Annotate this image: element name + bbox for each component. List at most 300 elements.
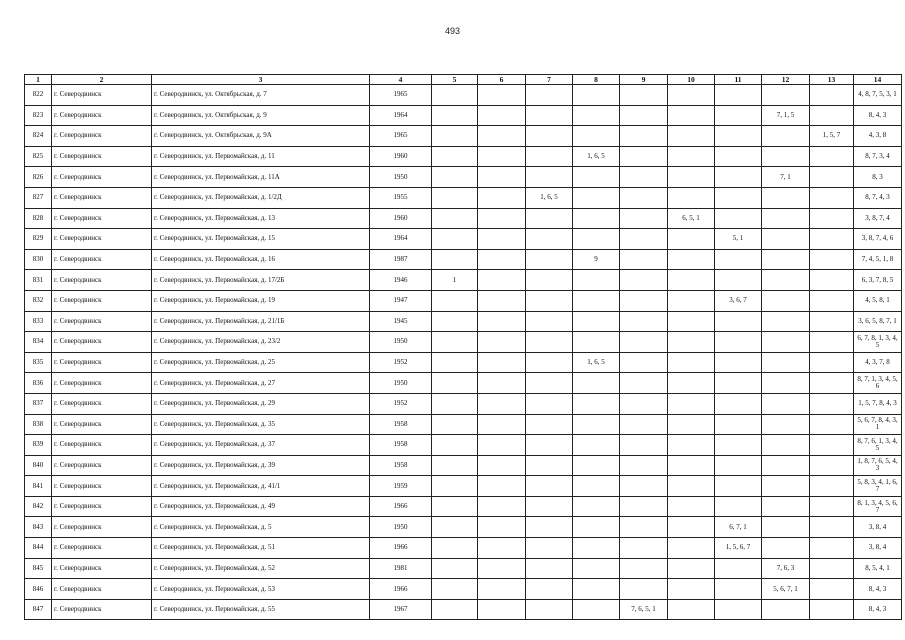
- col14-cell: 8, 4, 3: [854, 579, 902, 600]
- col13-cell: [810, 249, 854, 270]
- col12-cell: [762, 229, 810, 250]
- col7-cell: [526, 167, 573, 188]
- col6-cell: [478, 352, 526, 373]
- col11-cell: [715, 558, 762, 579]
- table-row: [25, 517, 902, 538]
- settlement-cell: г. Северодвинск: [52, 517, 152, 538]
- settlement-cell: г. Северодвинск: [52, 249, 152, 270]
- col11-cell: [715, 249, 762, 270]
- col6-cell: [478, 435, 526, 456]
- col11-cell: [715, 414, 762, 435]
- row-number: 838: [25, 414, 52, 435]
- col13-cell: [810, 538, 854, 559]
- col6-cell: [478, 579, 526, 600]
- table-row: [25, 311, 902, 332]
- column-header-3: 3: [152, 75, 370, 85]
- col5-cell: [432, 373, 478, 394]
- row-number: 844: [25, 538, 52, 559]
- col7-cell: [526, 311, 573, 332]
- col10-cell: [668, 167, 715, 188]
- year-cell: 1960: [370, 146, 432, 167]
- col6-cell: [478, 393, 526, 414]
- address-cell: г. Северодвинск, ул. Первомайская, д. 55: [152, 599, 370, 620]
- col13-cell: [810, 105, 854, 126]
- col8-cell: [573, 208, 620, 229]
- col9-cell: [620, 126, 668, 147]
- col9-cell: [620, 229, 668, 250]
- col11-cell: [715, 311, 762, 332]
- col14-cell: 8, 7, 3, 4: [854, 146, 902, 167]
- col11-cell: [715, 373, 762, 394]
- col8-cell: 1, 6, 5: [573, 146, 620, 167]
- col5-cell: [432, 290, 478, 311]
- col14-cell: 1, 5, 7, 8, 4, 3: [854, 393, 902, 414]
- col7-cell: [526, 558, 573, 579]
- col11-cell: [715, 476, 762, 497]
- col14-cell: 3, 8, 7, 4: [854, 208, 902, 229]
- col7-cell: [526, 414, 573, 435]
- column-header-13: 13: [810, 75, 854, 85]
- settlement-cell: г. Северодвинск: [52, 187, 152, 208]
- col11-cell: [715, 105, 762, 126]
- col12-cell: 7, 6, 3: [762, 558, 810, 579]
- col13-cell: [810, 579, 854, 600]
- col14-cell: 5, 8, 3, 4, 1, 6, 7: [854, 476, 902, 497]
- address-cell: г. Северодвинск, ул. Первомайская, д. 51: [152, 538, 370, 559]
- table-row: [25, 352, 902, 373]
- col11-cell: [715, 352, 762, 373]
- col7-cell: 1, 6, 5: [526, 187, 573, 208]
- column-header-4: 4: [370, 75, 432, 85]
- col7-cell: [526, 126, 573, 147]
- col9-cell: [620, 538, 668, 559]
- table-row: [25, 126, 902, 147]
- table-row: [25, 455, 902, 476]
- table-row: [25, 270, 902, 291]
- address-cell: г. Северодвинск, ул. Октябрьская, д. 9А: [152, 126, 370, 147]
- table-row: [25, 167, 902, 188]
- year-cell: 1950: [370, 373, 432, 394]
- address-cell: г. Северодвинск, ул. Первомайская, д. 19: [152, 290, 370, 311]
- col7-cell: [526, 517, 573, 538]
- address-cell: г. Северодвинск, ул. Первомайская, д. 29: [152, 393, 370, 414]
- col8-cell: [573, 599, 620, 620]
- col8-cell: [573, 393, 620, 414]
- col13-cell: [810, 311, 854, 332]
- col5-cell: [432, 208, 478, 229]
- col13-cell: [810, 352, 854, 373]
- column-header-6: 6: [478, 75, 526, 85]
- address-cell: г. Северодвинск, ул. Первомайская, д. 52: [152, 558, 370, 579]
- column-header-11: 11: [715, 75, 762, 85]
- col12-cell: [762, 538, 810, 559]
- header-row: [25, 75, 902, 85]
- table-row: [25, 414, 902, 435]
- row-number: 847: [25, 599, 52, 620]
- settlement-cell: г. Северодвинск: [52, 558, 152, 579]
- col10-cell: [668, 352, 715, 373]
- col6-cell: [478, 85, 526, 106]
- col10-cell: [668, 393, 715, 414]
- col12-cell: [762, 208, 810, 229]
- row-number: 833: [25, 311, 52, 332]
- address-cell: г. Северодвинск, ул. Первомайская, д. 49: [152, 496, 370, 517]
- col12-cell: [762, 476, 810, 497]
- col6-cell: [478, 105, 526, 126]
- row-number: 845: [25, 558, 52, 579]
- col8-cell: [573, 187, 620, 208]
- address-cell: г. Северодвинск, ул. Октябрьская, д. 7: [152, 85, 370, 106]
- col10-cell: [668, 435, 715, 456]
- col12-cell: [762, 455, 810, 476]
- col13-cell: [810, 146, 854, 167]
- col14-cell: 8, 7, 4, 3: [854, 187, 902, 208]
- row-number: 846: [25, 579, 52, 600]
- col9-cell: [620, 249, 668, 270]
- address-cell: г. Северодвинск, ул. Первомайская, д. 27: [152, 373, 370, 394]
- col12-cell: [762, 146, 810, 167]
- col13-cell: [810, 85, 854, 106]
- col12-cell: [762, 270, 810, 291]
- year-cell: 1945: [370, 311, 432, 332]
- col12-cell: [762, 249, 810, 270]
- col13-cell: [810, 393, 854, 414]
- col7-cell: [526, 579, 573, 600]
- table-row: [25, 558, 902, 579]
- col12-cell: [762, 393, 810, 414]
- col6-cell: [478, 270, 526, 291]
- col14-cell: 3, 8, 4: [854, 517, 902, 538]
- col7-cell: [526, 455, 573, 476]
- year-cell: 1952: [370, 393, 432, 414]
- col6-cell: [478, 229, 526, 250]
- col11-cell: [715, 599, 762, 620]
- col8-cell: [573, 270, 620, 291]
- address-cell: г. Северодвинск, ул. Первомайская, д. 17/2Б: [152, 270, 370, 291]
- year-cell: 1981: [370, 558, 432, 579]
- col8-cell: [573, 126, 620, 147]
- col6-cell: [478, 476, 526, 497]
- col14-cell: 3, 8, 4: [854, 538, 902, 559]
- settlement-cell: г. Северодвинск: [52, 167, 152, 188]
- col9-cell: 7, 6, 5, 1: [620, 599, 668, 620]
- col13-cell: [810, 558, 854, 579]
- column-header-7: 7: [526, 75, 573, 85]
- col5-cell: [432, 455, 478, 476]
- settlement-cell: г. Северодвинск: [52, 393, 152, 414]
- col14-cell: 1, 8, 7, 6, 5, 4, 3: [854, 455, 902, 476]
- col10-cell: [668, 599, 715, 620]
- col14-cell: 8, 1, 3, 4, 5, 6, 7: [854, 496, 902, 517]
- col9-cell: [620, 393, 668, 414]
- address-cell: г. Северодвинск, ул. Первомайская, д. 5: [152, 517, 370, 538]
- col13-cell: 1, 5, 7: [810, 126, 854, 147]
- col9-cell: [620, 517, 668, 538]
- col9-cell: [620, 85, 668, 106]
- col8-cell: [573, 558, 620, 579]
- year-cell: 1966: [370, 579, 432, 600]
- col6-cell: [478, 332, 526, 353]
- column-header-14: 14: [854, 75, 902, 85]
- row-number: 839: [25, 435, 52, 456]
- col6-cell: [478, 187, 526, 208]
- row-number: 843: [25, 517, 52, 538]
- col6-cell: [478, 455, 526, 476]
- col9-cell: [620, 455, 668, 476]
- address-cell: г. Северодвинск, ул. Первомайская, д. 21/1Б: [152, 311, 370, 332]
- col10-cell: [668, 290, 715, 311]
- col10-cell: [668, 146, 715, 167]
- col9-cell: [620, 270, 668, 291]
- settlement-cell: г. Северодвинск: [52, 435, 152, 456]
- column-header-10: 10: [668, 75, 715, 85]
- col5-cell: [432, 311, 478, 332]
- col6-cell: [478, 496, 526, 517]
- col5-cell: [432, 538, 478, 559]
- row-number: 842: [25, 496, 52, 517]
- col11-cell: 5, 1: [715, 229, 762, 250]
- col6-cell: [478, 414, 526, 435]
- address-cell: г. Северодвинск, ул. Первомайская, д. 39: [152, 455, 370, 476]
- year-cell: 1967: [370, 599, 432, 620]
- col10-cell: [668, 558, 715, 579]
- col5-cell: 1: [432, 270, 478, 291]
- table-row: [25, 393, 902, 414]
- settlement-cell: г. Северодвинск: [52, 476, 152, 497]
- col14-cell: 4, 8, 7, 5, 3, 1: [854, 85, 902, 106]
- col7-cell: [526, 435, 573, 456]
- address-cell: г. Северодвинск, ул. Первомайская, д. 16: [152, 249, 370, 270]
- col11-cell: [715, 393, 762, 414]
- col10-cell: [668, 270, 715, 291]
- column-header-12: 12: [762, 75, 810, 85]
- settlement-cell: г. Северодвинск: [52, 85, 152, 106]
- col8-cell: [573, 414, 620, 435]
- col10-cell: [668, 455, 715, 476]
- row-number: 829: [25, 229, 52, 250]
- col12-cell: 5, 6, 7, 1: [762, 579, 810, 600]
- col13-cell: [810, 476, 854, 497]
- col7-cell: [526, 105, 573, 126]
- col11-cell: [715, 146, 762, 167]
- settlement-cell: г. Северодвинск: [52, 105, 152, 126]
- col5-cell: [432, 249, 478, 270]
- col6-cell: [478, 249, 526, 270]
- col13-cell: [810, 599, 854, 620]
- year-cell: 1964: [370, 105, 432, 126]
- col8-cell: [573, 538, 620, 559]
- table-row: [25, 435, 902, 456]
- address-cell: г. Северодвинск, ул. Первомайская, д. 53: [152, 579, 370, 600]
- row-number: 840: [25, 455, 52, 476]
- col9-cell: [620, 187, 668, 208]
- col12-cell: [762, 85, 810, 106]
- col14-cell: 3, 6, 5, 8, 7, 1: [854, 311, 902, 332]
- page-number: 493: [444, 26, 461, 36]
- col10-cell: [668, 476, 715, 497]
- col14-cell: 8, 3: [854, 167, 902, 188]
- col6-cell: [478, 538, 526, 559]
- col7-cell: [526, 270, 573, 291]
- address-cell: г. Северодвинск, ул. Первомайская, д. 11: [152, 146, 370, 167]
- row-number: 826: [25, 167, 52, 188]
- row-number: 827: [25, 187, 52, 208]
- col8-cell: [573, 455, 620, 476]
- col12-cell: [762, 373, 810, 394]
- col9-cell: [620, 558, 668, 579]
- col9-cell: [620, 105, 668, 126]
- col8-cell: [573, 579, 620, 600]
- row-number: 828: [25, 208, 52, 229]
- row-number: 824: [25, 126, 52, 147]
- settlement-cell: г. Северодвинск: [52, 208, 152, 229]
- table-row: [25, 229, 902, 250]
- col10-cell: [668, 517, 715, 538]
- col10-cell: [668, 105, 715, 126]
- col5-cell: [432, 579, 478, 600]
- col8-cell: [573, 290, 620, 311]
- col9-cell: [620, 290, 668, 311]
- year-cell: 1946: [370, 270, 432, 291]
- col14-cell: 8, 4, 3: [854, 599, 902, 620]
- col11-cell: [715, 496, 762, 517]
- col8-cell: [573, 517, 620, 538]
- col12-cell: [762, 496, 810, 517]
- col8-cell: [573, 373, 620, 394]
- column-header-9: 9: [620, 75, 668, 85]
- col6-cell: [478, 146, 526, 167]
- col13-cell: [810, 496, 854, 517]
- col8-cell: [573, 85, 620, 106]
- col12-cell: [762, 290, 810, 311]
- col11-cell: [715, 579, 762, 600]
- col14-cell: 4, 3, 8: [854, 126, 902, 147]
- year-cell: 1965: [370, 126, 432, 147]
- row-number: 832: [25, 290, 52, 311]
- col13-cell: [810, 414, 854, 435]
- row-number: 830: [25, 249, 52, 270]
- year-cell: 1950: [370, 167, 432, 188]
- col5-cell: [432, 352, 478, 373]
- col5-cell: [432, 146, 478, 167]
- col11-cell: [715, 208, 762, 229]
- table-row: [25, 187, 902, 208]
- year-cell: 1958: [370, 414, 432, 435]
- col10-cell: [668, 249, 715, 270]
- col12-cell: 7, 1, 5: [762, 105, 810, 126]
- col13-cell: [810, 455, 854, 476]
- col5-cell: [432, 496, 478, 517]
- col5-cell: [432, 126, 478, 147]
- col5-cell: [432, 167, 478, 188]
- col6-cell: [478, 311, 526, 332]
- col11-cell: 3, 6, 7: [715, 290, 762, 311]
- year-cell: 1950: [370, 517, 432, 538]
- col14-cell: 4, 5, 8, 1: [854, 290, 902, 311]
- col5-cell: [432, 85, 478, 106]
- col9-cell: [620, 435, 668, 456]
- year-cell: 1966: [370, 538, 432, 559]
- col14-cell: 6, 7, 8, 1, 3, 4, 5: [854, 332, 902, 353]
- table-row: [25, 105, 902, 126]
- column-header-5: 5: [432, 75, 478, 85]
- row-number: 825: [25, 146, 52, 167]
- col10-cell: [668, 373, 715, 394]
- col13-cell: [810, 167, 854, 188]
- col10-cell: [668, 85, 715, 106]
- year-cell: 1958: [370, 435, 432, 456]
- col14-cell: 4, 3, 7, 8: [854, 352, 902, 373]
- col6-cell: [478, 167, 526, 188]
- col8-cell: [573, 435, 620, 456]
- settlement-cell: г. Северодвинск: [52, 373, 152, 394]
- col6-cell: [478, 208, 526, 229]
- col7-cell: [526, 249, 573, 270]
- col8-cell: [573, 229, 620, 250]
- table-row: [25, 85, 902, 106]
- col13-cell: [810, 187, 854, 208]
- table-row: [25, 476, 902, 497]
- address-cell: г. Северодвинск, ул. Первомайская, д. 11А: [152, 167, 370, 188]
- col5-cell: [432, 599, 478, 620]
- col8-cell: 1, 6, 5: [573, 352, 620, 373]
- col6-cell: [478, 599, 526, 620]
- col8-cell: [573, 105, 620, 126]
- col7-cell: [526, 373, 573, 394]
- row-number: 837: [25, 393, 52, 414]
- col12-cell: [762, 352, 810, 373]
- address-cell: г. Северодвинск, ул. Первомайская, д. 25: [152, 352, 370, 373]
- col5-cell: [432, 414, 478, 435]
- row-number: 831: [25, 270, 52, 291]
- column-header-8: 8: [573, 75, 620, 85]
- col9-cell: [620, 414, 668, 435]
- col10-cell: [668, 187, 715, 208]
- col14-cell: 8, 7, 6, 1, 3, 4, 5: [854, 435, 902, 456]
- col8-cell: [573, 496, 620, 517]
- settlement-cell: г. Северодвинск: [52, 290, 152, 311]
- col12-cell: [762, 311, 810, 332]
- col10-cell: [668, 579, 715, 600]
- settlement-cell: г. Северодвинск: [52, 579, 152, 600]
- year-cell: 1952: [370, 352, 432, 373]
- year-cell: 1947: [370, 290, 432, 311]
- settlement-cell: г. Северодвинск: [52, 332, 152, 353]
- table-row: [25, 208, 902, 229]
- col14-cell: 8, 5, 4, 1: [854, 558, 902, 579]
- col12-cell: [762, 332, 810, 353]
- settlement-cell: г. Северодвинск: [52, 414, 152, 435]
- col10-cell: 6, 5, 1: [668, 208, 715, 229]
- col7-cell: [526, 393, 573, 414]
- address-cell: г. Северодвинск, ул. Первомайская, д. 37: [152, 435, 370, 456]
- col9-cell: [620, 311, 668, 332]
- col9-cell: [620, 373, 668, 394]
- col8-cell: [573, 332, 620, 353]
- address-cell: г. Северодвинск, ул. Первомайская, д. 35: [152, 414, 370, 435]
- col11-cell: [715, 187, 762, 208]
- col13-cell: [810, 208, 854, 229]
- col14-cell: 6, 3, 7, 8, 5: [854, 270, 902, 291]
- year-cell: 1964: [370, 229, 432, 250]
- col7-cell: [526, 208, 573, 229]
- address-cell: г. Северодвинск, ул. Первомайская, д. 41/1: [152, 476, 370, 497]
- address-cell: г. Северодвинск, ул. Октябрьская, д. 9: [152, 105, 370, 126]
- year-cell: 1958: [370, 455, 432, 476]
- col5-cell: [432, 105, 478, 126]
- col12-cell: [762, 414, 810, 435]
- col12-cell: 7, 1: [762, 167, 810, 188]
